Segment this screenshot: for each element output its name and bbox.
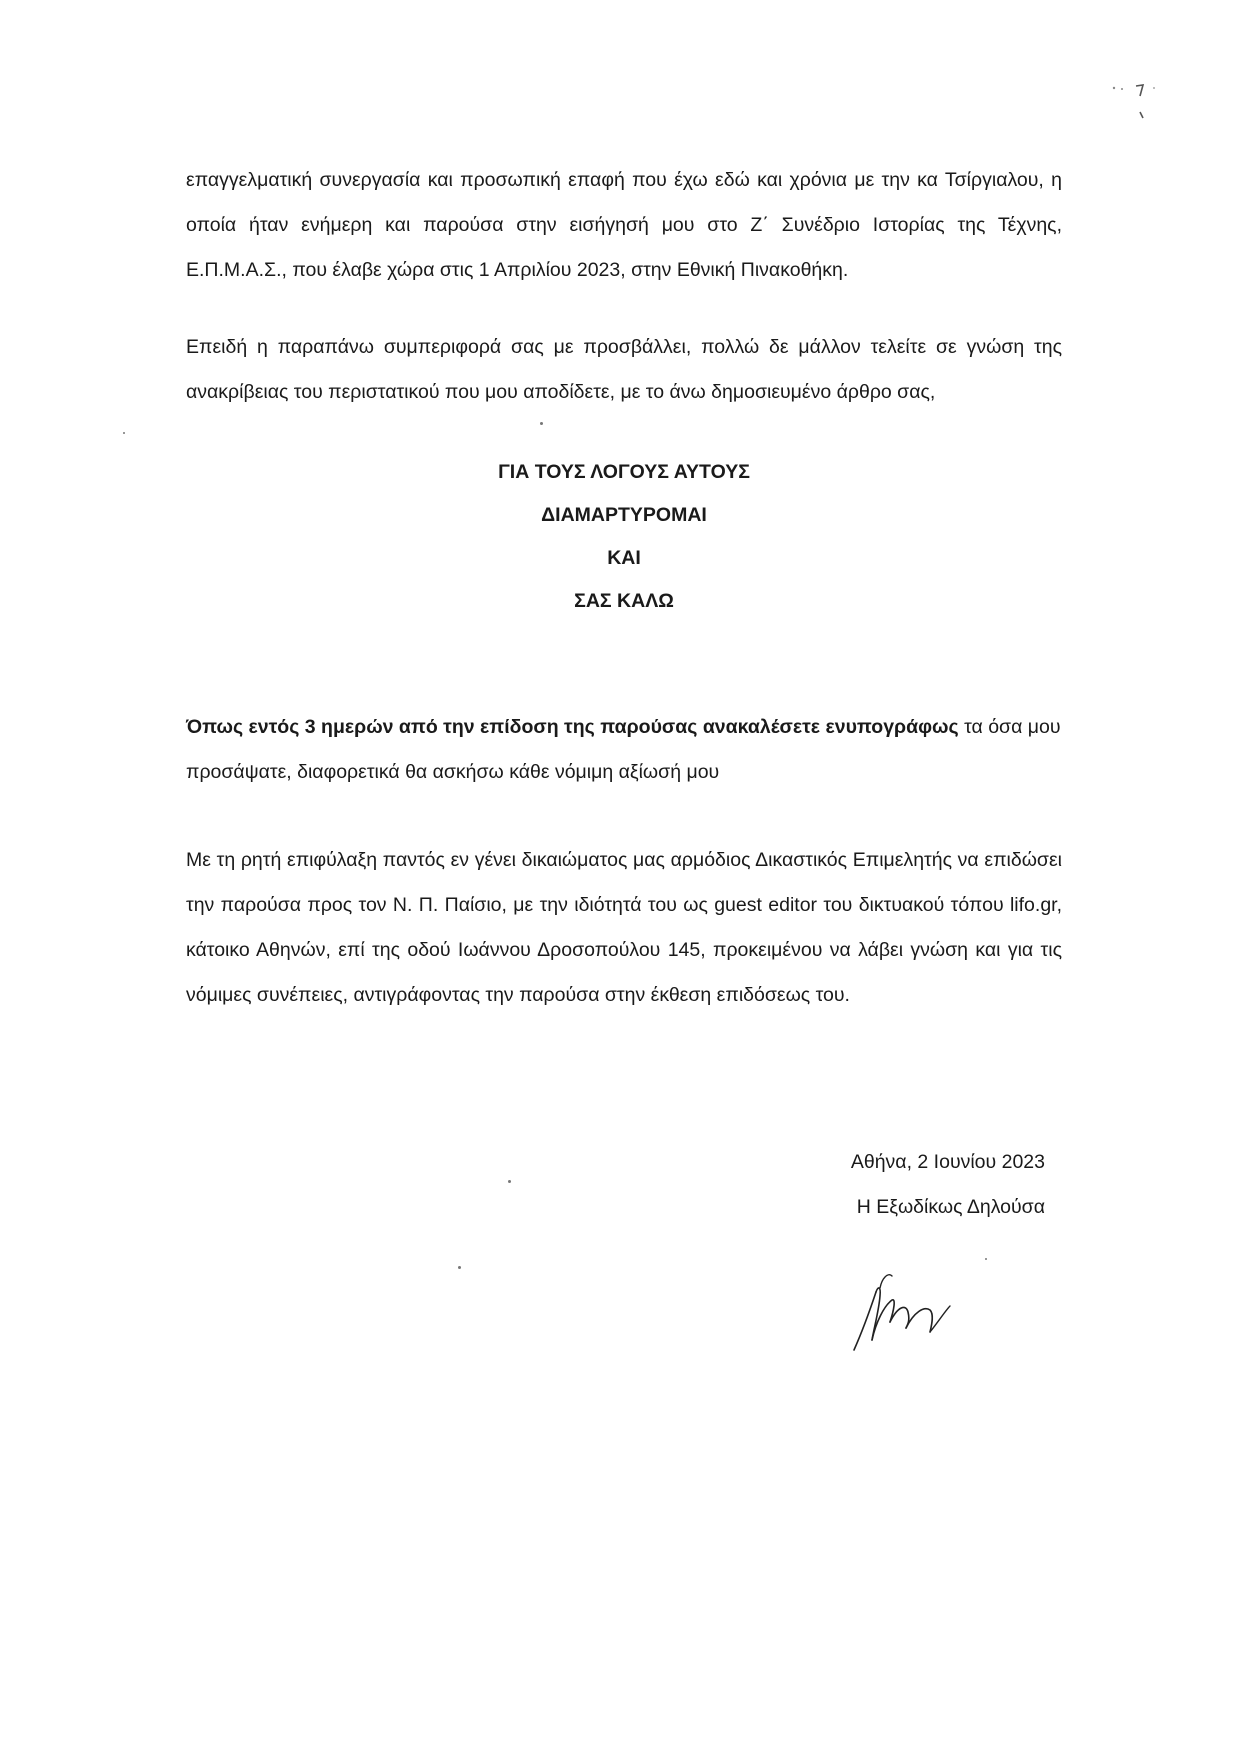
scan-speck [458, 1266, 461, 1269]
place-date: Αθήνα, 2 Ιουνίου 2023 [850, 1151, 1045, 1173]
signature-icon [850, 1270, 960, 1360]
scan-speck [985, 1258, 987, 1260]
paragraph-1-text: επαγγελματική συνεργασία και προσωπική επαφή που έχω εδώ και χρόνια με την κα Τσίργιαλου, η οποία ήταν ενήμερη και παρούσα στην εισήγησή μου στο Ζ΄ Συνέδριο Ιστορίας της Τέχνης, Ε.Π.Μ.Α.Σ., που έλαβε χώρα στις 1 Απριλίου 2023, στην Εθνική Πινακοθήκη. [186, 169, 1062, 281]
scan-speck [123, 432, 125, 434]
heading-line-1: ΓΙΑ ΤΟΥΣ ΛΟΓΟΥΣ ΑΥΤΟΥΣ [498, 461, 750, 483]
paragraph-3-text [186, 705, 1062, 795]
paragraph-3 [186, 705, 1062, 795]
paragraph-1 [186, 158, 1062, 293]
heading-line-2: ΔΙΑΜΑΡΤΥΡΟΜΑΙ [541, 504, 707, 526]
heading-line-3: ΚΑΙ [607, 547, 641, 569]
paragraph-2 [186, 325, 1062, 415]
paragraph-3-rest: τα όσα μου προσάψατε, διαφορετικά θα ασκήσω κάθε νόμιμη αξίωσή μου [186, 716, 1061, 783]
paragraph-4-text: Με τη ρητή επιφύλαξη παντός εν γένει δικαιώματος μας αρμόδιος Δικαστικός Επιμελητής να επιδώσει την παρούσα προς τον Ν. Π. Παίσιο, με την ιδιότητά του ως guest editor του δικτυακού τόπου lifo.gr, κάτοικο Αθηνών, επί της οδού Ιωάννου Δροσοπούλου 145, προκειμένου να λάβει γνώση και για τις νόμιμες συνέπειες, αντιγράφοντας την παρούσα στην έκθεση επιδόσεως του. [186, 849, 1062, 1006]
scan-speck [540, 422, 543, 425]
signatory-label: Η Εξωδίκως Δηλούσα [856, 1196, 1045, 1218]
paragraph-4 [186, 838, 1062, 1018]
scan-speck [508, 1180, 511, 1183]
closing-block [700, 1140, 1045, 1230]
paragraph-2-text: Επειδή η παραπάνω συμπεριφορά σας με προσβάλλει, πολλώ δε μάλλον τελείτε σε γνώση της ανακρίβειας του περιστατικού που μου αποδίδετε, με το άνω δημοσιευμένο άρθρο σας, [186, 336, 1062, 403]
demand-heading [186, 451, 1062, 623]
paragraph-3-bold: Όπως εντός 3 ημερών από την επίδοση της παρούσας ανακαλέσετε ενυπογράφως [186, 716, 959, 738]
heading-line-4: ΣΑΣ ΚΑΛΩ [574, 590, 674, 612]
scan-mark-icon [1110, 80, 1180, 130]
